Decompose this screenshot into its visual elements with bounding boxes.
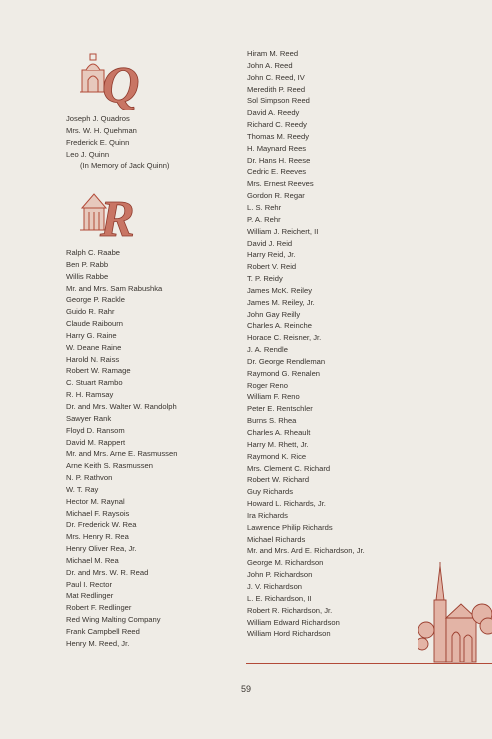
list-item: C. Stuart Rambo — [66, 378, 123, 388]
list-item: Henry Oliver Rea, Jr. — [66, 544, 137, 554]
list-item: Sawyer Rank — [66, 413, 112, 423]
list-item: William F. Reno — [247, 392, 300, 402]
list-item: William Hord Richardson — [247, 629, 331, 639]
list-item: Michael M. Rea — [66, 555, 119, 565]
list-item: David A. Reedy — [247, 108, 300, 118]
list-item: Gordon R. Regar — [247, 191, 305, 201]
list-item: William J. Reichert, II — [247, 226, 319, 236]
memorial-note: (In Memory of Jack Quinn) — [80, 161, 170, 171]
list-item: Robert R. Richardson, Jr. — [247, 605, 333, 615]
list-item: Dr. Hans H. Reese — [247, 155, 311, 165]
list-item: Mr. and Mrs. Ard E. Richardson, Jr. — [247, 546, 365, 556]
list-item: Joseph J. Quadros — [66, 114, 130, 123]
list-item: Charles A. Rheault — [247, 428, 311, 437]
list-item: Mrs. W. H. Quehman — [66, 125, 137, 135]
list-item: Dr. and Mrs. Walter W. Randolph — [66, 401, 177, 411]
list-item: Harry G. Raine — [66, 330, 117, 340]
decorative-initial-r — [80, 184, 140, 242]
list-item: James McK. Reiley — [247, 285, 312, 295]
list-item: Guido R. Rahr — [66, 307, 115, 317]
list-item: W. Deane Raine — [66, 342, 122, 352]
list-item: Frank Campbell Reed — [66, 627, 140, 636]
list-item: Leo J. Quinn — [66, 149, 110, 159]
list-item: Hiram M. Reed — [247, 49, 299, 58]
list-item: William Edward Richardson — [247, 617, 340, 627]
list-item: Dr. George Rendleman — [247, 356, 326, 366]
list-item: Mat Redlinger — [66, 591, 114, 601]
list-item: John Gay Reilly — [247, 309, 301, 319]
list-item: Mrs. Ernest Reeves — [247, 179, 314, 189]
list-item: R. H. Ramsay — [66, 390, 114, 400]
list-item: Peter E. Rentschler — [247, 404, 313, 414]
list-item: Harry M. Rhett, Jr. — [247, 439, 309, 449]
list-item: David J. Reid — [247, 238, 293, 248]
list-item: David M. Rappert — [66, 437, 126, 447]
list-item: Harry Reid, Jr. — [247, 250, 296, 260]
list-item: Michael F. Raysois — [66, 508, 130, 518]
initial-letter-r: R — [100, 191, 135, 242]
list-item: George P. Rackle — [66, 295, 125, 305]
list-item: L. E. Richardson, II — [247, 593, 312, 603]
list-item: Henry M. Reed, Jr. — [66, 638, 130, 648]
list-item: Ralph C. Raabe — [66, 248, 121, 257]
list-item: Frederick E. Quinn — [66, 137, 130, 147]
list-item: John P. Richardson — [247, 570, 313, 580]
list-item: Ira Richards — [247, 510, 288, 520]
list-item: Cedric E. Reeves — [247, 167, 307, 177]
list-item: Robert F. Redlinger — [66, 603, 132, 613]
initial-letter-q: Q — [102, 57, 140, 110]
list-item: P. A. Rehr — [247, 214, 281, 224]
decorative-initial-q — [78, 52, 140, 110]
list-item: Floyd D. Ransom — [66, 425, 125, 435]
list-item: John C. Reed, IV — [247, 72, 305, 82]
list-item: Arne Keith S. Rasmussen — [66, 461, 153, 471]
r-names-left-list — [66, 247, 177, 650]
list-item: J. A. Rendle — [247, 345, 288, 355]
page-number: 59 — [240, 684, 251, 694]
list-item: Mrs. Clement C. Richard — [247, 463, 331, 473]
list-item: Raymond K. Rice — [247, 451, 307, 461]
list-item: Meredith P. Reed — [247, 84, 306, 94]
q-names-list — [66, 113, 169, 172]
list-item: Hector M. Raynal — [66, 496, 125, 506]
list-item: James M. Reiley, Jr. — [247, 297, 315, 307]
list-item: Willis Rabbe — [66, 271, 109, 281]
list-item: T. P. Reidy — [247, 274, 283, 284]
list-item: Burns S. Rhea — [247, 416, 297, 426]
list-item: Michael Richards — [247, 534, 306, 544]
r-names-right-list — [247, 48, 365, 640]
list-item: Dr. and Mrs. W. R. Read — [66, 567, 149, 577]
list-item: N. P. Rathvon — [66, 473, 113, 483]
list-item: J. V. Richardson — [247, 581, 303, 591]
footer-rule — [246, 663, 492, 664]
list-item: Charles A. Reinche — [247, 321, 313, 331]
list-item: Mr. and Mrs. Sam Rabushka — [66, 283, 163, 293]
list-item: Robert V. Reid — [247, 262, 297, 272]
list-item: Ben P. Rabb — [66, 259, 109, 269]
list-item: Lawrence Philip Richards — [247, 522, 333, 532]
list-item: Mr. and Mrs. Arne E. Rasmussen — [66, 449, 178, 459]
list-item: Guy Richards — [247, 487, 294, 497]
church-illustration — [418, 560, 492, 664]
list-item: George M. Richardson — [247, 558, 324, 568]
list-item: Richard C. Reedy — [247, 120, 307, 130]
list-item: Claude Raibourn — [66, 319, 123, 329]
list-item: Howard L. Richards, Jr. — [247, 499, 326, 509]
list-item: Robert W. Ramage — [66, 366, 131, 376]
list-item: Thomas M. Reedy — [247, 131, 310, 141]
list-item: Sol Simpson Reed — [247, 96, 310, 106]
list-item: L. S. Rehr — [247, 202, 282, 212]
list-item: Roger Reno — [247, 380, 288, 390]
list-item: W. T. Ray — [66, 484, 99, 494]
list-item: Mrs. Henry R. Rea — [66, 532, 129, 542]
list-item: Dr. Frederick W. Rea — [66, 520, 137, 530]
list-item: Paul I. Rector — [66, 579, 113, 589]
list-item: John A. Reed — [247, 60, 293, 70]
list-item: Raymond G. Renalen — [247, 368, 321, 378]
list-item: Red Wing Malting Company — [66, 615, 161, 625]
list-item: Harold N. Raiss — [66, 354, 120, 364]
list-item: Horace C. Reisner, Jr. — [247, 333, 322, 343]
list-item: H. Maynard Rees — [247, 143, 307, 153]
list-item: Robert W. Richard — [247, 475, 310, 485]
